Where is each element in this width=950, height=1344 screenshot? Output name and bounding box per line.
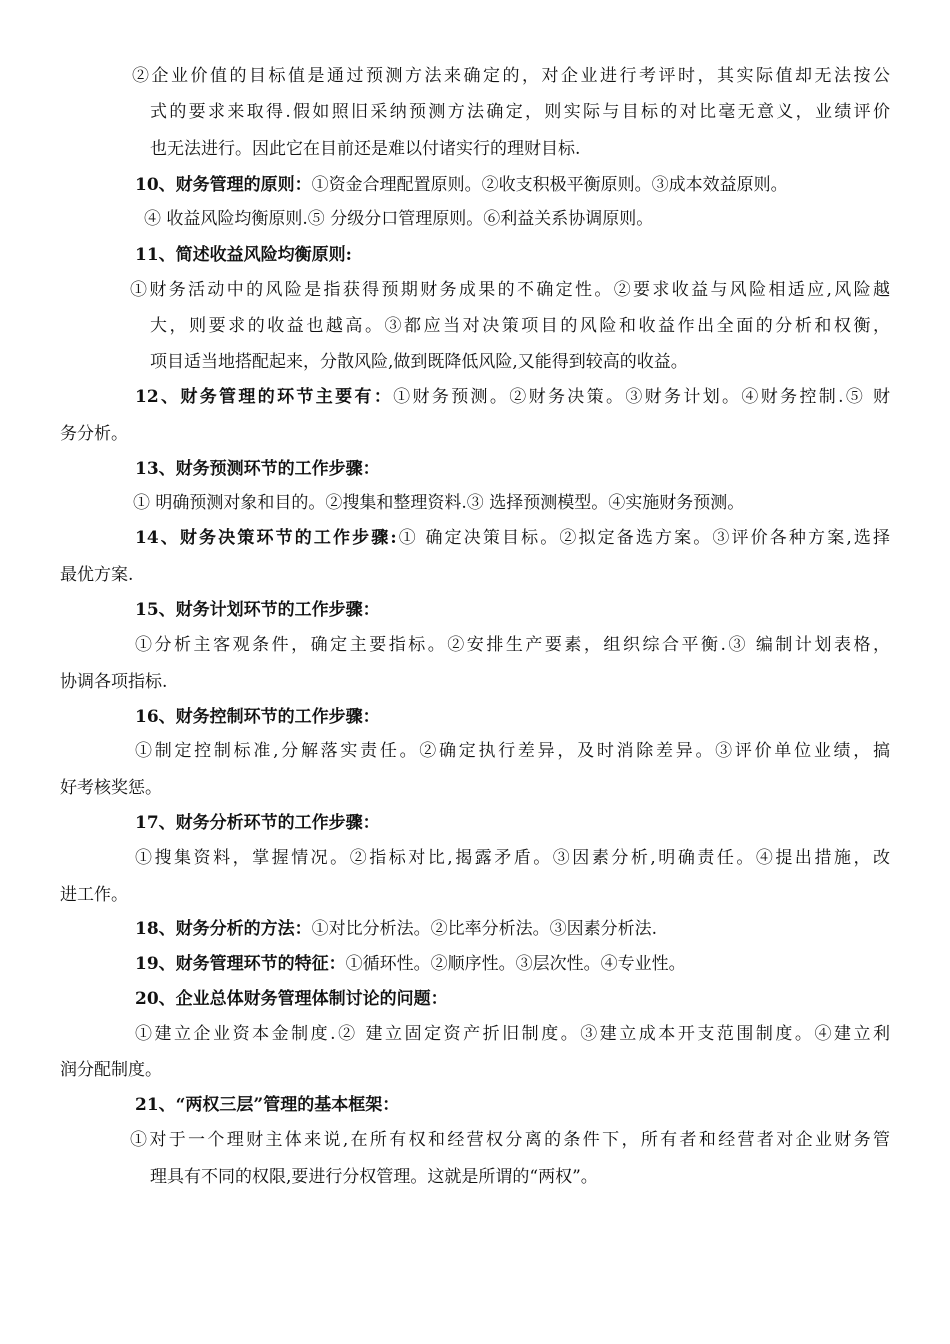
section-text: ①循环性。②顺序性。③层次性。④专业性。 bbox=[345, 954, 686, 974]
section-heading: 10、财务管理的原则： bbox=[135, 175, 312, 195]
section-heading: 21、“两权三层”管理的基本框架： bbox=[135, 1095, 400, 1115]
paragraph-line: 务分析。 bbox=[60, 424, 128, 444]
section-heading: 20、企业总体财务管理体制讨论的问题： bbox=[135, 989, 448, 1009]
paragraph-line: ②企业价值的目标值是通过预测方法来确定的，对企业进行考评时，其实际值却无法按公 bbox=[132, 66, 890, 86]
paragraph-line: 最优方案. bbox=[60, 565, 134, 585]
paragraph-line: ①对于一个理财主体来说,在所有权和经营权分离的条件下，所有者和经营者对企业财务管 bbox=[130, 1130, 890, 1150]
section-text: ①资金合理配置原则。②收支积极平衡原则。③成本效益原则。 bbox=[311, 175, 788, 195]
paragraph-line: ①分析主客观条件，确定主要指标。②安排生产要素，组织综合平衡.③ 编制计划表格， bbox=[135, 635, 890, 655]
item-18 bbox=[135, 917, 657, 941]
section-heading: 14、财务决策环节的工作步骤: bbox=[135, 528, 397, 548]
paragraph-line: 协调各项指标. bbox=[60, 672, 168, 692]
section-heading: 17、财务分析环节的工作步骤： bbox=[135, 813, 380, 833]
paragraph-line: 润分配制度。 bbox=[60, 1060, 162, 1080]
paragraph-line: 理具有不同的权限,要进行分权管理。这就是所谓的“两权”。 bbox=[150, 1167, 598, 1187]
paragraph-line: ①搜集资料，掌握情况。②指标对比,揭露矛盾。③因素分析,明确责任。④提出措施，改 bbox=[135, 848, 890, 868]
item-19 bbox=[135, 952, 686, 976]
paragraph-line: 好考核奖惩。 bbox=[60, 778, 162, 798]
paragraph-line: ①制定控制标准,分解落实责任。②确定执行差异，及时消除差异。③评价单位业绩，搞 bbox=[135, 741, 890, 761]
section-text: ①对比分析法。②比率分析法。③因素分析法. bbox=[311, 919, 658, 939]
section-heading: 13、财务预测环节的工作步骤： bbox=[135, 459, 380, 479]
paragraph-line: ④ 收益风险均衡原则.⑤ 分级分口管理原则。⑥利益关系协调原则。 bbox=[144, 209, 654, 229]
paragraph-line: 也无法进行。因此它在目前还是难以付诸实行的理财目标. bbox=[150, 139, 581, 159]
paragraph-line: 进工作。 bbox=[60, 885, 128, 905]
section-heading: 15、财务计划环节的工作步骤： bbox=[135, 600, 380, 620]
section-text: ①财务预测。②财务决策。③财务计划。④财务控制.⑤ 财 bbox=[393, 387, 890, 407]
paragraph-line: ①财务活动中的风险是指获得预期财务成果的不确定性。②要求收益与风险相适应,风险越 bbox=[130, 280, 890, 300]
item-14 bbox=[135, 526, 890, 550]
paragraph-line: ① 明确预测对象和目的。②搜集和整理资料.③ 选择预测模型。④实施财务预测。 bbox=[133, 493, 745, 513]
section-heading: 11、简述收益风险均衡原则: bbox=[135, 245, 352, 265]
section-heading: 18、财务分析的方法： bbox=[135, 919, 312, 939]
section-heading: 12、财务管理的环节主要有： bbox=[135, 387, 394, 407]
item-10 bbox=[135, 173, 788, 197]
paragraph-line: ①建立企业资本金制度.② 建立固定资产折旧制度。③建立成本开支范围制度。④建立利 bbox=[135, 1024, 890, 1044]
section-heading: 16、财务控制环节的工作步骤： bbox=[135, 707, 380, 727]
paragraph-line: 大，则要求的收益也越高。③都应当对决策项目的风险和收益作出全面的分析和权衡， bbox=[150, 316, 890, 336]
item-12 bbox=[135, 385, 890, 409]
section-heading: 19、财务管理环节的特征： bbox=[135, 954, 346, 974]
paragraph-line: 项目适当地搭配起来，分散风险,做到既降低风险,又能得到较高的收益。 bbox=[150, 352, 688, 372]
paragraph-line: 式的要求来取得.假如照旧采纳预测方法确定，则实际与目标的对比毫无意义，业绩评价 bbox=[150, 102, 890, 122]
section-text: ① 确定决策目标。②拟定备选方案。③评价各种方案,选择 bbox=[396, 528, 890, 548]
